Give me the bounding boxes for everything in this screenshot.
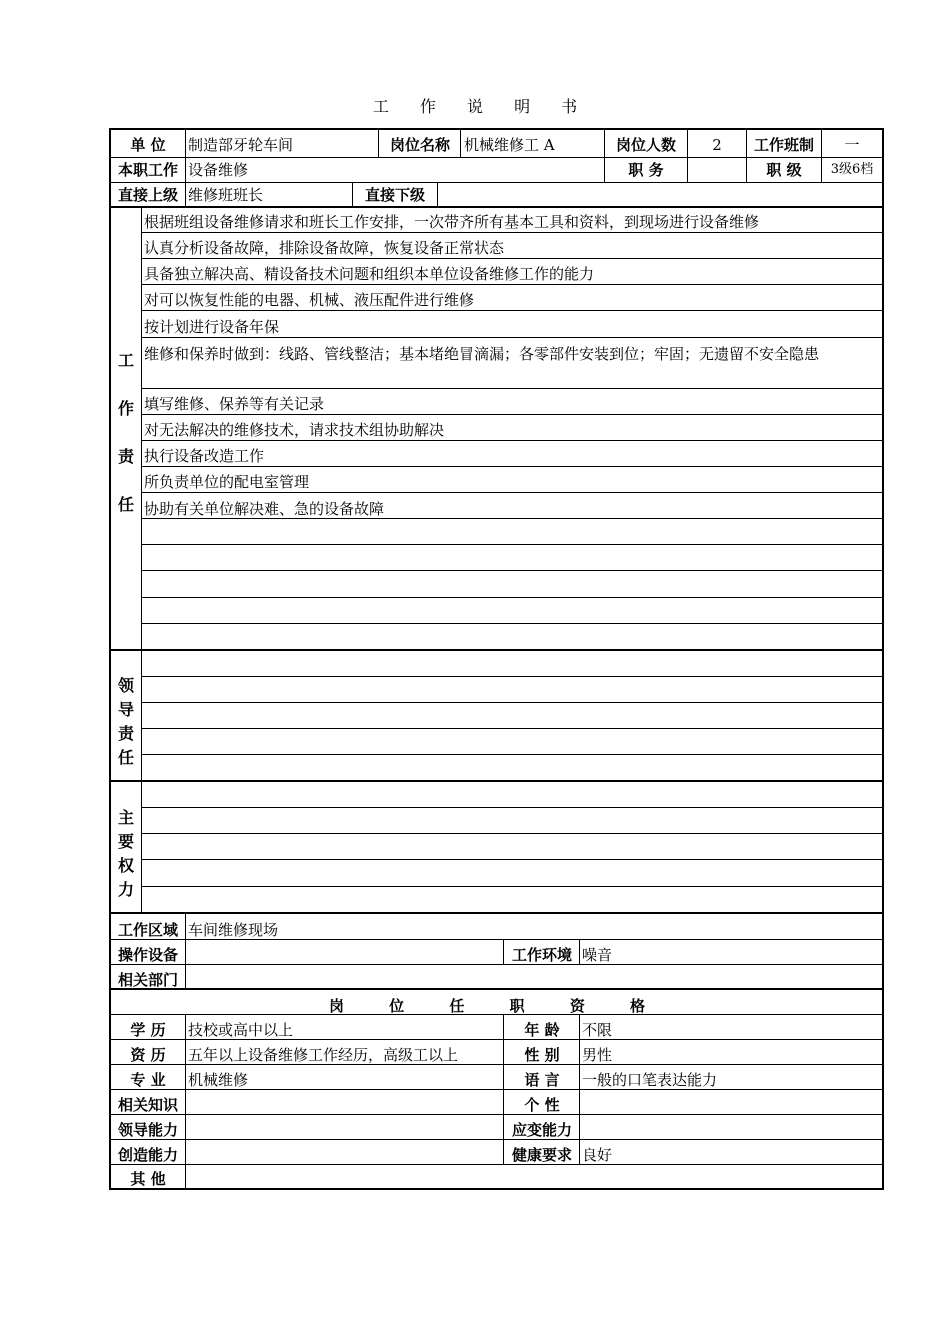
main-powers-label: 主 要 权 力 <box>117 808 134 899</box>
shift-label: 工作班制 <box>753 136 814 154</box>
duty-item: 对无法解决的维修技术，请求技术组协助解决 <box>144 421 445 439</box>
adaptability-label: 应变能力 <box>511 1121 572 1139</box>
duty-item: 对可以恢复性能的电器、机械、液压配件进行维修 <box>144 291 475 309</box>
superior-label: 直接上级 <box>117 186 178 204</box>
age-value: 不限 <box>582 1021 613 1039</box>
language-value: 一般的口笔表达能力 <box>582 1071 718 1089</box>
health-value: 良好 <box>582 1146 613 1164</box>
duty-item: 根据班组设备维修请求和班长工作安排，一次带齐所有基本工具和资料，到现场进行设备维修 <box>144 213 760 231</box>
main-work-label: 本职工作 <box>117 161 178 179</box>
age-label: 年 龄 <box>524 1021 560 1039</box>
duty-item: 执行设备改造工作 <box>144 447 265 465</box>
major-label: 专 业 <box>130 1071 166 1089</box>
superior-value: 维修班班长 <box>188 186 264 204</box>
grade-value: 3级6档 <box>830 162 874 177</box>
post-name-label: 岗位名称 <box>389 136 450 154</box>
gender-label: 性 别 <box>524 1046 560 1064</box>
unit-value: 制造部牙轮车间 <box>188 136 294 154</box>
gender-value: 男性 <box>582 1046 613 1064</box>
major-value: 机械维修 <box>188 1071 249 1089</box>
work-env-label: 工作环境 <box>511 946 572 964</box>
language-label: 语 言 <box>524 1071 560 1089</box>
duty-item: 所负责单位的配电室管理 <box>144 473 310 491</box>
duty-item: 认真分析设备故障，排除设备故障，恢复设备正常状态 <box>144 239 505 257</box>
headcount-label: 岗位人数 <box>615 136 676 154</box>
duty-item: 协助有关单位解决难、急的设备故障 <box>144 500 385 518</box>
duty-item: 维修和保养时做到：线路、管线整洁；基本堵绝冒滴漏；各零部件安装到位；牢固；无遗留不安全隐患 <box>144 345 820 363</box>
creativity-label: 创造能力 <box>117 1146 178 1164</box>
knowledge-label: 相关知识 <box>117 1096 178 1114</box>
qualifications-heading: 岗 位 任 职 资 格 <box>328 997 666 1015</box>
work-duties-label: 工 作 责 任 <box>117 351 134 514</box>
work-area-label: 工作区域 <box>117 921 178 939</box>
main-work-value: 设备维修 <box>188 161 249 179</box>
experience-label: 资 历 <box>130 1046 166 1064</box>
experience-value: 五年以上设备维修工作经历，高级工以上 <box>188 1046 459 1064</box>
equipment-label: 操作设备 <box>117 946 178 964</box>
work-env-value: 噪音 <box>582 946 613 964</box>
duty-item: 按计划进行设备年保 <box>144 318 280 336</box>
subordinate-label: 直接下级 <box>364 186 425 204</box>
duty-item: 具备独立解决高、精设备技术问题和组织本单位设备维修工作的能力 <box>144 265 595 283</box>
education-label: 学 历 <box>130 1021 166 1039</box>
health-label: 健康要求 <box>511 1146 572 1164</box>
education-value: 技校或高中以上 <box>188 1021 294 1039</box>
duty-item: 填写维修、保养等有关记录 <box>144 395 325 413</box>
duty-label: 职 务 <box>628 161 664 179</box>
related-dept-label: 相关部门 <box>117 971 178 989</box>
document-title: 工 作 说 明 书 <box>372 97 591 116</box>
grade-label: 职 级 <box>766 161 802 179</box>
work-area-value: 车间维修现场 <box>188 921 279 939</box>
personality-label: 个 性 <box>524 1096 560 1114</box>
other-label: 其 他 <box>130 1170 166 1188</box>
leadership-duties-label: 领 导 责 任 <box>117 676 134 767</box>
leadership-label: 领导能力 <box>117 1121 178 1139</box>
post-name-value: 机械维修工 A <box>464 136 555 154</box>
headcount-value: 2 <box>712 136 722 154</box>
unit-label: 单 位 <box>130 136 166 154</box>
shift-value: 一 <box>844 136 860 154</box>
